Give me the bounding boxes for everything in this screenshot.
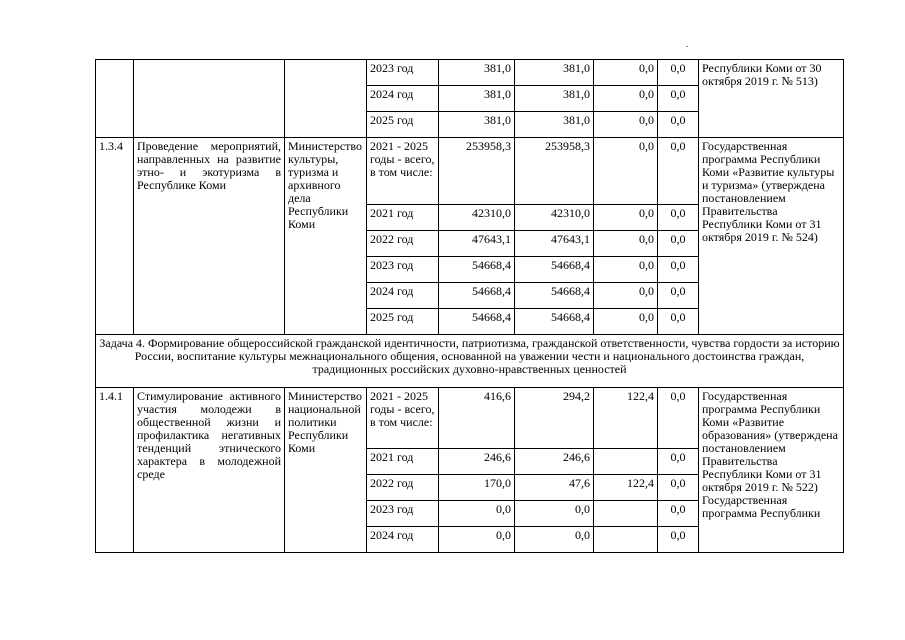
program-table	[95, 59, 844, 553]
federal-cell: 0,0	[594, 283, 658, 309]
year-cell: 2023 год	[367, 501, 439, 527]
name-cell: Проведение мероприятий, направленных на развитие этно- и экотуризма в Республике Коми	[134, 138, 285, 335]
regional-cell: 294,2	[515, 388, 594, 449]
regional-cell: 54668,4	[515, 257, 594, 283]
other-cell: 0,0	[658, 283, 699, 309]
year-cell: 2021 год	[367, 205, 439, 231]
num-cell: 1.3.4	[96, 138, 134, 335]
total-cell: 416,6	[439, 388, 515, 449]
table-row	[96, 388, 844, 449]
source-text: Государственная программа Республики Коми «Развитие образования» (утверждена постановлением Правительства Республики Коми от 31 октября 2019 г. № 522)	[702, 389, 838, 494]
regional-cell: 381,0	[515, 86, 594, 112]
year-cell: 2025 год	[367, 309, 439, 335]
year-cell: 2024 год	[367, 283, 439, 309]
other-cell: 0,0	[658, 231, 699, 257]
regional-cell: 0,0	[515, 527, 594, 553]
year-cell: 2022 год	[367, 231, 439, 257]
federal-cell: 122,4	[594, 475, 658, 501]
federal-cell: 122,4	[594, 388, 658, 449]
federal-cell: 0,0	[594, 60, 658, 86]
source-cell	[699, 388, 844, 553]
federal-cell: 0,0	[594, 112, 658, 138]
regional-cell: 54668,4	[515, 309, 594, 335]
other-cell: 0,0	[658, 501, 699, 527]
other-cell: 0,0	[658, 138, 699, 205]
total-cell: 253958,3	[439, 138, 515, 205]
federal-cell	[594, 501, 658, 527]
regional-cell: 47643,1	[515, 231, 594, 257]
other-cell: 0,0	[658, 86, 699, 112]
total-cell: 0,0	[439, 527, 515, 553]
year-cell: 2024 год	[367, 86, 439, 112]
total-cell: 170,0	[439, 475, 515, 501]
year-cell: 2025 год	[367, 112, 439, 138]
source-cell: Республики Коми от 30 октября 2019 г. № 513)	[699, 60, 844, 138]
other-cell: 0,0	[658, 449, 699, 475]
table-row	[96, 138, 844, 205]
executor-cell	[285, 60, 367, 138]
total-cell: 381,0	[439, 112, 515, 138]
federal-cell: 0,0	[594, 86, 658, 112]
federal-cell: 0,0	[594, 205, 658, 231]
federal-cell: 0,0	[594, 231, 658, 257]
federal-cell	[594, 527, 658, 553]
year-cell: 2024 год	[367, 527, 439, 553]
other-cell: 0,0	[658, 527, 699, 553]
executor-cell: Министерство национальной политики Республики Коми	[285, 388, 367, 553]
other-cell: 0,0	[658, 60, 699, 86]
name-cell	[134, 60, 285, 138]
total-cell: 246,6	[439, 449, 515, 475]
total-cell: 381,0	[439, 86, 515, 112]
total-cell: 54668,4	[439, 309, 515, 335]
regional-cell: 246,6	[515, 449, 594, 475]
total-cell: 381,0	[439, 60, 515, 86]
federal-cell: 0,0	[594, 138, 658, 205]
year-cell: 2021 год	[367, 449, 439, 475]
total-cell: 42310,0	[439, 205, 515, 231]
num-cell: 1.4.1	[96, 388, 134, 553]
table-row	[96, 335, 844, 388]
regional-cell: 54668,4	[515, 283, 594, 309]
regional-cell: 253958,3	[515, 138, 594, 205]
year-cell: 2022 год	[367, 475, 439, 501]
table-row	[96, 60, 844, 86]
name-cell: Стимулирование активного участия молодежи в общественной жизни и профилактика негативных тенденций этнического характера в молодежной среде	[134, 388, 285, 553]
federal-cell	[594, 449, 658, 475]
year-cell: 2023 год	[367, 60, 439, 86]
other-cell: 0,0	[658, 205, 699, 231]
other-cell: 0,0	[658, 112, 699, 138]
num-cell	[96, 60, 134, 138]
federal-cell: 0,0	[594, 257, 658, 283]
total-cell: 47643,1	[439, 231, 515, 257]
other-cell: 0,0	[658, 388, 699, 449]
other-cell: 0,0	[658, 309, 699, 335]
source-cell: Государственная программа Республики Коми «Развитие культуры и туризма» (утверждена постановлением Правительства Республики Коми от 31 октября 2019 г. № 524)	[699, 138, 844, 335]
regional-cell: 381,0	[515, 60, 594, 86]
executor-cell: Министерство культуры, туризма и архивного дела Республики Коми	[285, 138, 367, 335]
other-cell: 0,0	[658, 257, 699, 283]
year-cell: 2023 год	[367, 257, 439, 283]
period-cell: 2021 - 2025 годы - всего, в том числе:	[367, 388, 439, 449]
total-cell: 54668,4	[439, 283, 515, 309]
period-cell: 2021 - 2025 годы - всего, в том числе:	[367, 138, 439, 205]
federal-cell: 0,0	[594, 309, 658, 335]
regional-cell: 0,0	[515, 501, 594, 527]
source-text-2: Государственная программа Республики	[702, 493, 821, 520]
scan-speck	[686, 46, 688, 47]
total-cell: 54668,4	[439, 257, 515, 283]
task-heading: Задача 4. Формирование общероссийской гражданской идентичности, патриотизма, гражданской ответственности, чувства гордости за историю России, воспитание культуры межнационального общения, основанной на уважении чести и национального достоинства граждан, традиционных российских духовно-нравственных ценностей	[96, 335, 844, 388]
other-cell: 0,0	[658, 475, 699, 501]
regional-cell: 381,0	[515, 112, 594, 138]
total-cell: 0,0	[439, 501, 515, 527]
regional-cell: 42310,0	[515, 205, 594, 231]
regional-cell: 47,6	[515, 475, 594, 501]
